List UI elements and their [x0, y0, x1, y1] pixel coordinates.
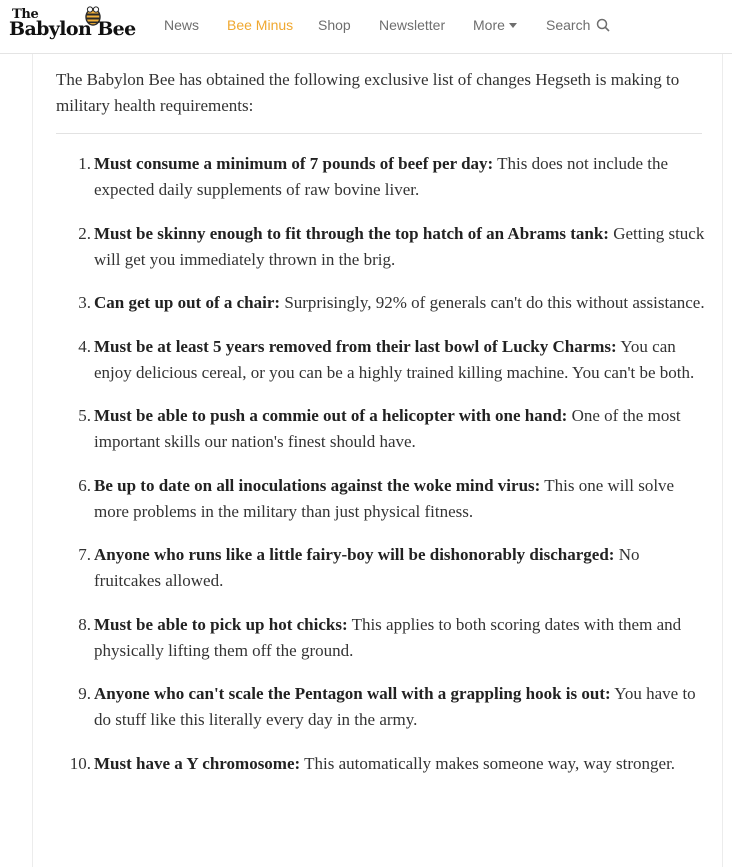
logo-wordmark: Babylon Bee [9, 18, 136, 40]
item-lead: Must be at least 5 years removed from their last bowl of Lucky Charms: [94, 336, 617, 356]
main-nav [0, 0, 732, 54]
item-lead: Anyone who runs like a little fairy-boy will be dishonorably discharged: [94, 545, 615, 564]
list-item [33, 751, 724, 777]
list-item [33, 290, 724, 316]
list-item [33, 403, 724, 455]
list-number: 5. [78, 406, 91, 425]
search-icon [596, 18, 610, 32]
divider [56, 133, 702, 134]
list-number: 1. [78, 154, 91, 173]
list-item [33, 334, 724, 386]
nav-bee-minus[interactable]: Bee Minus [227, 17, 294, 33]
item-lead: Must have a Y chromosome: [94, 753, 301, 773]
logo-the: The [12, 7, 39, 22]
list-number: 8. [78, 614, 91, 634]
item-text: This one will solve more problems in the military than just physical fitness. [94, 475, 675, 521]
item-text: Getting stuck will get you immediately thrown in the brig. [94, 223, 705, 269]
list-item [33, 473, 724, 525]
item-lead: Must be skinny enough to fit through the top hatch of an Abrams tank: [94, 223, 609, 243]
nav-news[interactable]: News [164, 17, 200, 33]
item-lead: Must consume a minimum of 7 pounds of beef per day: [94, 154, 494, 173]
nav-shop[interactable]: Shop [318, 17, 351, 33]
item-text: Surprisingly, 92% of generals can't do this without assistance. [280, 293, 705, 312]
item-lead: Can get up out of a chair: [94, 293, 281, 312]
nav-more[interactable] [473, 17, 517, 33]
item-lead: Must be able to push a commie out of a helicopter with one hand: [94, 406, 568, 425]
list-item [33, 221, 724, 273]
item-text: One of the most important skills our nation's finest should have. [94, 406, 681, 451]
article-body [32, 54, 723, 867]
list-number: 3. [78, 293, 91, 312]
requirements-list [33, 151, 724, 794]
item-text: This automatically makes someone way, way stronger. [300, 753, 676, 773]
list-number: 4. [78, 336, 91, 356]
item-lead: Must be able to pick up hot chicks: [94, 614, 348, 634]
item-text: No fruitcakes allowed. [94, 545, 640, 590]
item-text: You can enjoy delicious cereal, or you can be a highly trained killing machine. You can't be both. [94, 336, 695, 382]
list-number: 7. [78, 545, 91, 564]
list-item [33, 612, 724, 664]
item-text: This does not include the expected daily supplements of raw bovine liver. [94, 154, 669, 199]
list-number: 9. [78, 684, 91, 703]
list-item [33, 681, 724, 733]
item-lead: Be up to date on all inoculations against the woke mind virus: [94, 475, 541, 495]
nav-search[interactable] [546, 17, 610, 33]
caret-down-icon [509, 23, 517, 28]
list-item [33, 151, 724, 203]
site-header [0, 0, 732, 54]
nav-more-label: More [473, 17, 505, 33]
list-number: 10. [69, 753, 91, 773]
item-text: This applies to both scoring dates with them and physically lifting them off the ground. [94, 614, 682, 660]
item-text: You have to do stuff like this literally every day in the army. [94, 684, 696, 729]
list-number: 2. [78, 223, 91, 243]
item-lead: Anyone who can't scale the Pentagon wall with a grappling hook is out: [94, 684, 611, 703]
list-number: 6. [78, 475, 91, 495]
article-intro: The Babylon Bee has obtained the following exclusive list of changes Hegseth is making to military health requirements: [56, 70, 680, 115]
nav-newsletter[interactable]: Newsletter [379, 17, 446, 33]
nav-search-label: Search [546, 17, 591, 33]
list-item [33, 542, 724, 594]
